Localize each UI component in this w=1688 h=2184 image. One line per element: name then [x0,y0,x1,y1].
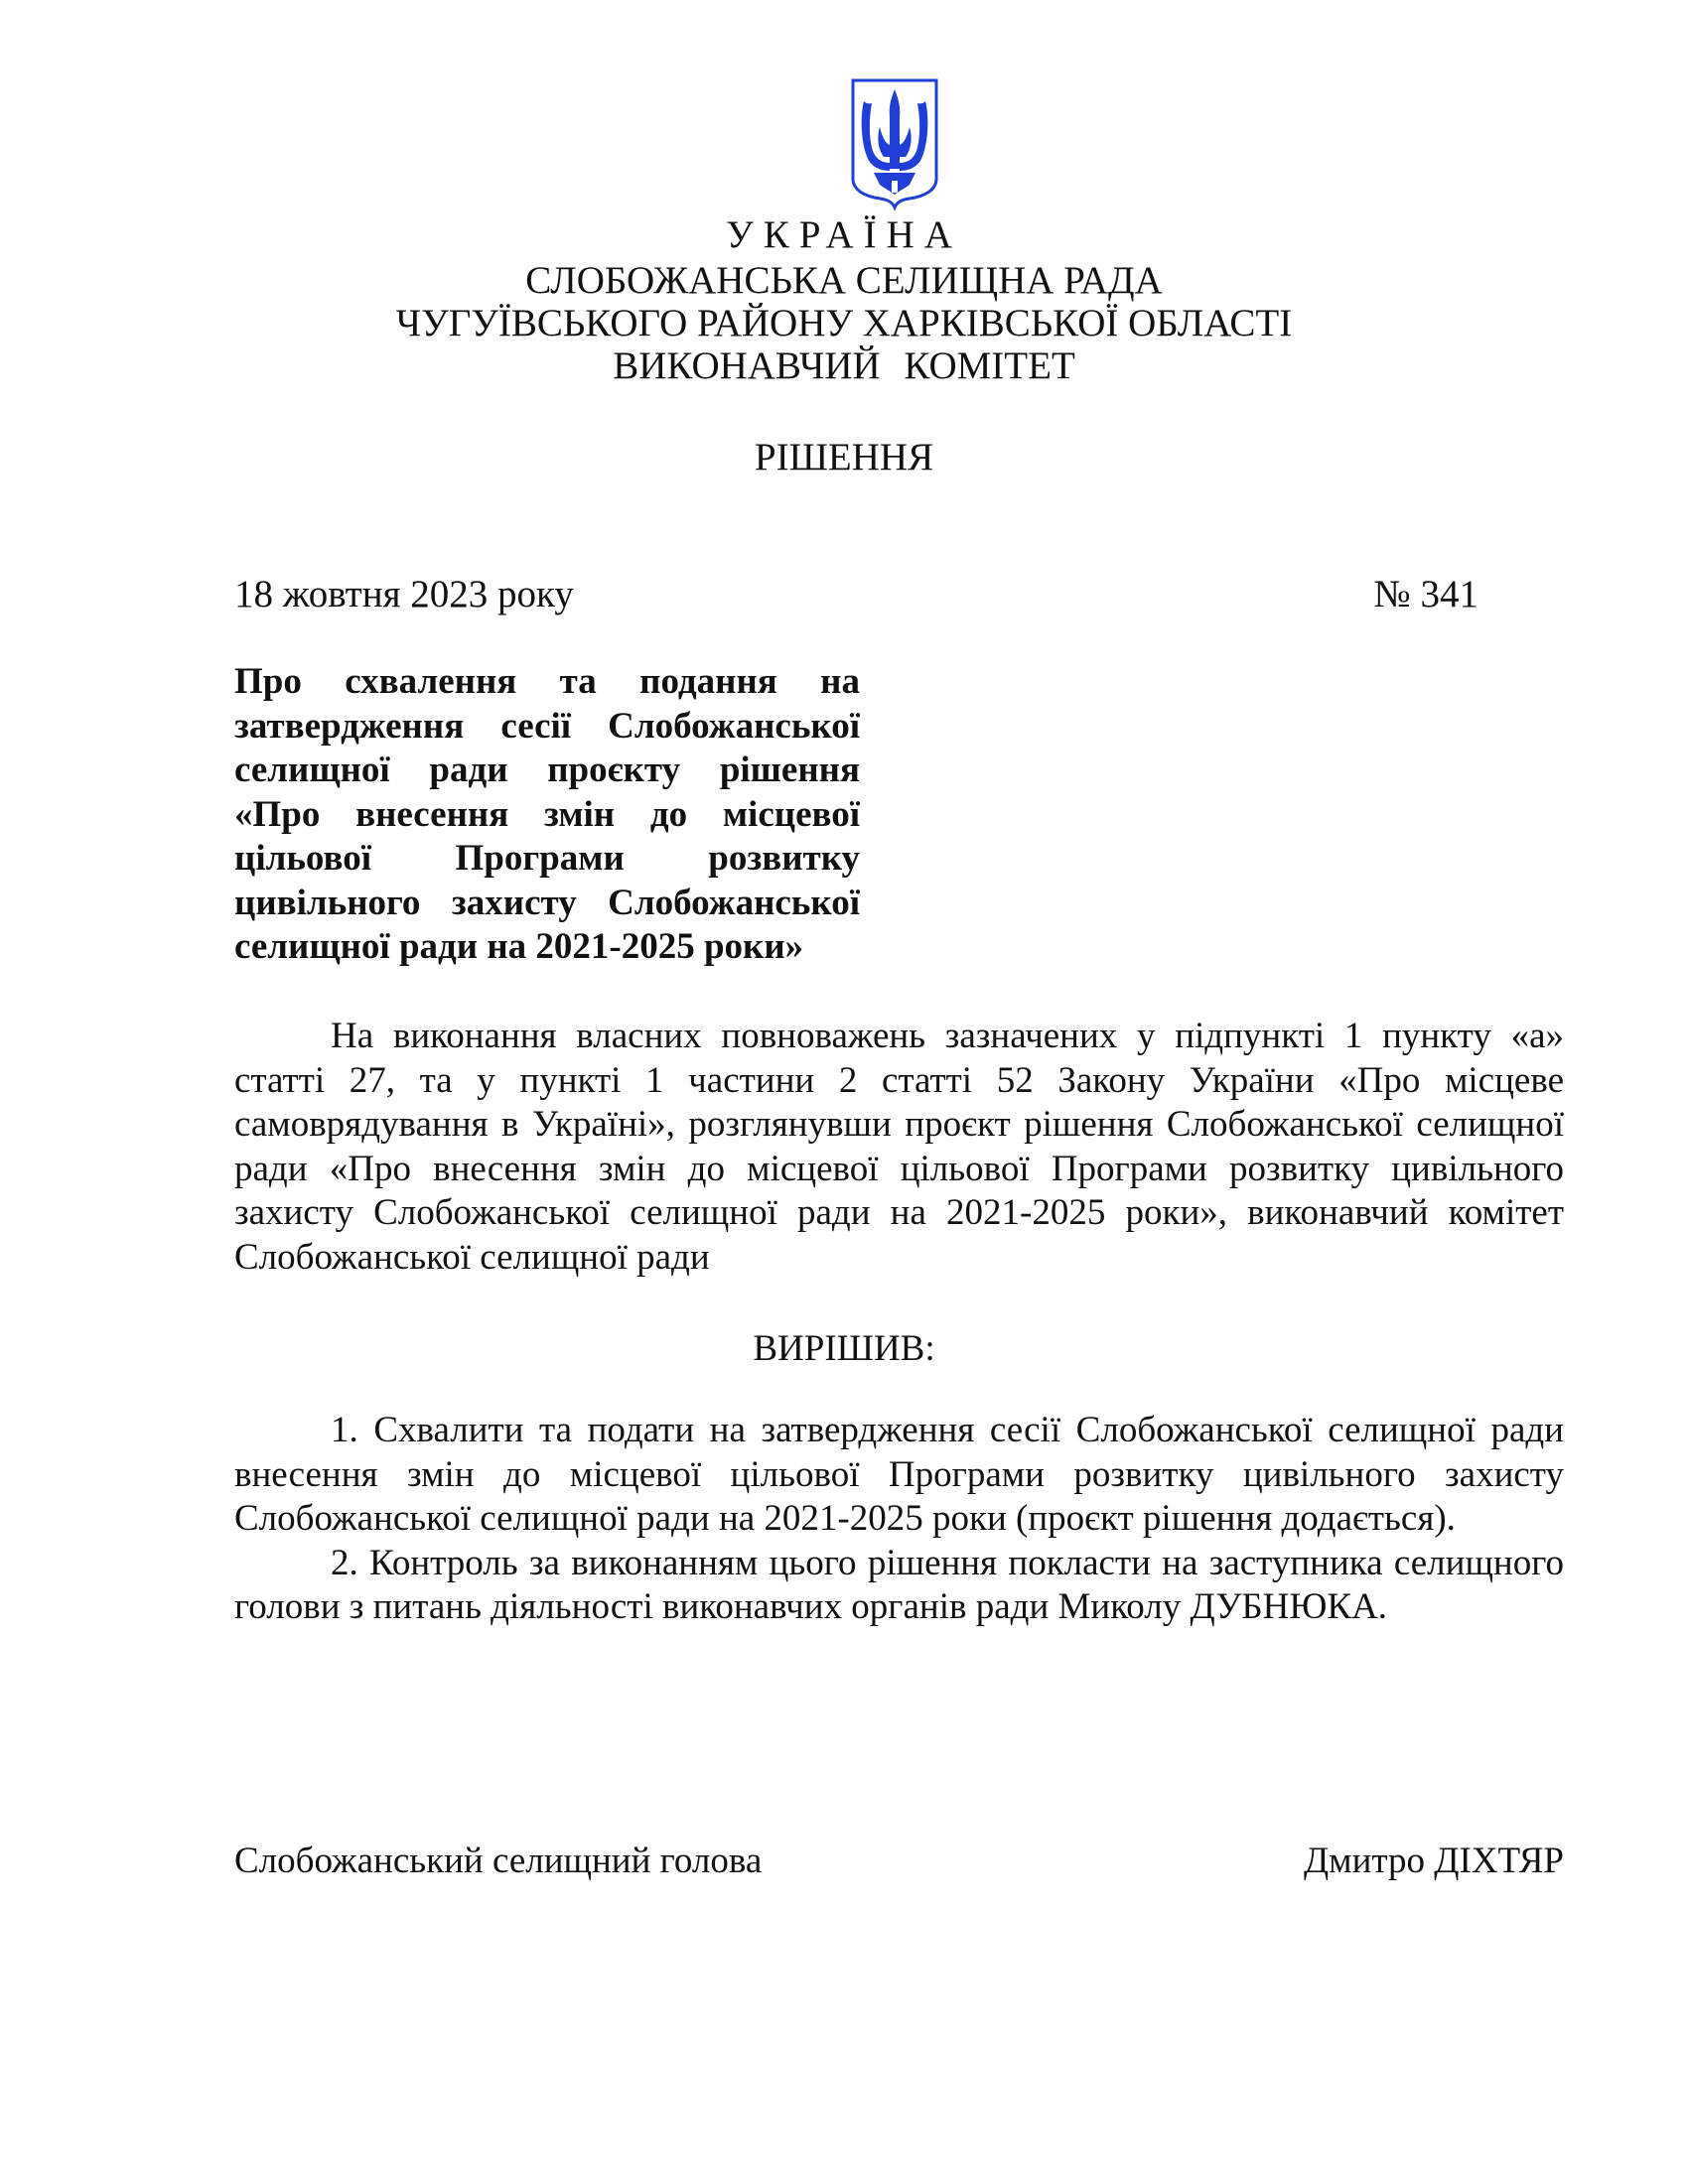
resolved-heading: ВИРІШИВ: [753,1328,935,1369]
decision-subject: Про схвалення та подання на затвердження сесії Слобожанської селищної ради проєкту рішення «Про внесення змін до місцевої цільової Програми розвитку цивільного захисту Слобожанської селищної ради на 2021-2025 роки» [234,661,860,967]
signatory-title: Слобожанський селищний голова [234,1841,763,1881]
decision-items [234,1409,1564,1630]
decision-item-2: 2. Контроль за виконанням цього рішення покласти на заступника селищного голови з питань діяльності виконавчих органів ради Миколу ДУБНЮКА. [234,1542,1564,1627]
signatory-name: Дмитро ДІХТЯР [1303,1841,1564,1881]
decision-number: № 341 [1373,573,1478,615]
preamble-paragraph: На виконання власних повноважень зазначених у підпункті 1 пункту «а» статті 27, та у пункті 1 частини 2 статті 52 Закону України «Про місцеве самоврядування в Україні», розглянувши проєкт рішення Слобожанської селищної ради «Про внесення змін до місцевої цільової Програми розвитку цивільного захисту Слобожанської селищної ради на 2021-2025 роки», виконавчий комітет Слобожанської селищної ради [234,1016,1564,1278]
country-heading: УКРАЇНА [726,213,962,256]
council-heading: СЛОБОЖАНСЬКА СЕЛИЩНА РАДА [525,259,1163,302]
document-type-heading: РІШЕННЯ [754,436,934,478]
ukraine-trident-emblem-icon [850,77,939,210]
committee-heading: ВИКОНАВЧИЙ КОМІТЕТ [613,344,1075,387]
decision-item-1: 1. Схвалити та подати на затвердження сесії Слобожанської селищної ради внесення змін до місцевої цільової Програми розвитку цивільного захисту Слобожанської селищної ради на 2021-2025 роки (проєкт рішення додається). [234,1410,1564,1539]
district-heading: ЧУГУЇВСЬКОГО РАЙОНУ ХАРКІВСЬКОЇ ОБЛАСТІ [395,302,1293,344]
decision-date: 18 жовтня 2023 року [234,573,574,615]
